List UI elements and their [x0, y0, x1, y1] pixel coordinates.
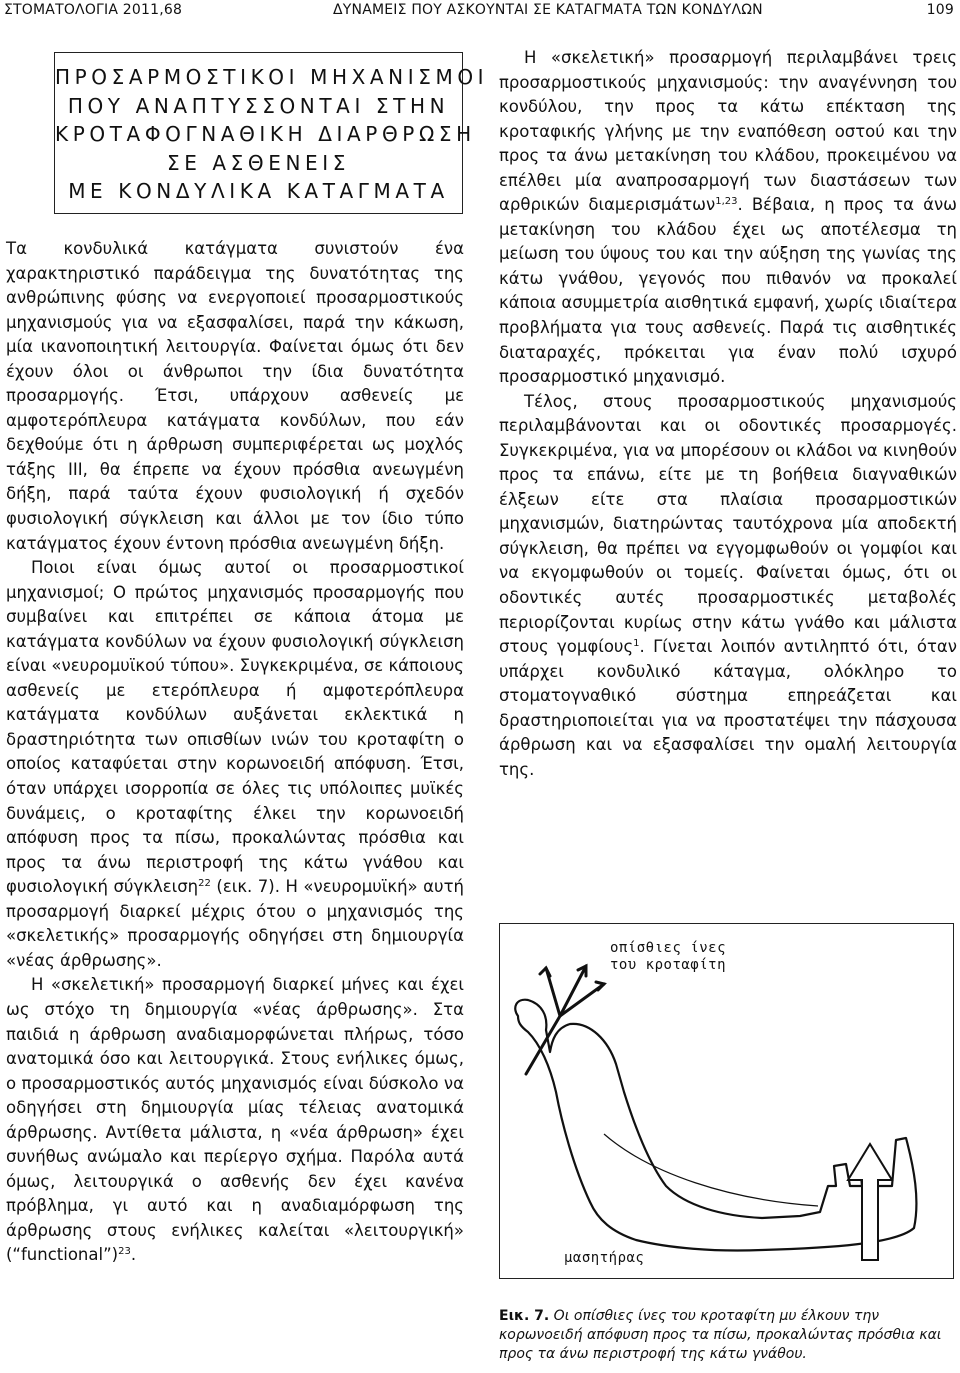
- masseter-pull-arrow: [848, 1144, 892, 1260]
- journal-name: ΣΤΟΜΑΤΟΛΟΓΙΑ 2011,68: [4, 2, 183, 18]
- figure-label-temporal: οπίσθιες ίνες του κροταφίτη: [609, 940, 727, 973]
- paragraph-text: (εικ. 7). Η «νευρομυϊκή» αυτή προσαρμογή διαρκεί μέχρις ότου ο μηχανισμός της «σκελετικής» προσαρμογής οδηγήσει στη δημιουργία «νέας άρθρωσης».: [6, 877, 464, 970]
- citation: 1: [633, 638, 640, 650]
- section-title: ΔΥΝΑΜΕΙΣ ΠΟΥ ΑΣΚΟΥΝΤΑΙ ΣΕ ΚΑΤΑΓΜΑΤΑ ΤΩΝ ΚΟΝΔΥΛΩΝ: [333, 2, 763, 18]
- paragraph-text: Η «σκελετική» προσαρμογή περιλαμβάνει τρεις προσαρμοστικούς μηχανισμούς: την αναγέννηση του κονδύλου, την προς τα κάτω επέκταση της κροταφικής γλήνης με την εναπόθεση οστού και την προς τα άνω μετακίνηση του κλάδου, προκειμένου να επέλθει μία αναπροσαρμογή των διαστάσεων των αρθρικών διαμερισμάτων: [499, 48, 957, 215]
- temporal-pull-arrow: [526, 966, 604, 1074]
- heading-line: ΠΡΟΣΑΡΜΟΣΤΙΚΟΙ ΜΗΧΑΝΙΣΜΟΙ: [55, 65, 489, 89]
- figure-caption: [499, 1307, 957, 1364]
- citation: 22: [198, 878, 211, 890]
- paragraph: [6, 973, 464, 1268]
- left-text-column: [6, 237, 464, 1268]
- paragraph-text: . Γίνεται λοιπόν αντιληπτό ότι, όταν υπάρχει κονδυλικό κάταγμα, ολόκληρο το στοματογναθικό σύστημα επηρεάζεται και δραστηριοποιείται για να προστατέψει την πάσχουσα άρθρωση και να εξασφαλίσει την ομαλή λειτουργία της.: [499, 637, 957, 779]
- paragraph-text: Ποιοι είναι όμως αυτοί οι προσαρμοστικοί μηχανισμοί; Ο πρώτος μηχανισμός προσαρμογής που συμβαίνει και επιτρέπει σε κάποια άτομα με κατάγματα κονδύλων να έχουν φυσιολογική σύγκλειση είναι «νευρομυϊκού τύπου». Συγκεκριμένα, σε κάποιους ασθενείς με ετερόπλευρα ή αμφοτερόπλευρα κατάγματα κονδύλων αυξάνεται εκλεκτικά η δραστηριότητα των οπισθίων ινών του κροταφίτη ο οποίος καταφύεται στην κορωνοειδή απόφυση. Έτσι, όταν υπάρχει ισορροπία σε όλες τις υπόλοιπες μυϊκές δυνάμεις, ο κροταφίτης έλκει την κορωνοειδή απόφυση προς τα πίσω, προκαλώντας πρόσθια και προς τα άνω περιστροφή της κάτω γνάθου και φυσιολογική σύγκλειση: [6, 558, 464, 897]
- heading-line: ΠΟΥ ΑΝΑΠΤΥΣΣΟΝΤΑΙ ΣΤΗΝ: [67, 93, 450, 118]
- mandible-diagram: [500, 924, 954, 1279]
- caption-text: Οι οπίσθιες ίνες του κροταφίτη μυ έλκουν την κορωνοειδή απόφυση προς τα πίσω, προκαλώντας πρόσθια και προς τα άνω περιστροφή της κάτω γνάθου.: [499, 1308, 942, 1362]
- running-header: [0, 0, 960, 22]
- paragraph: [6, 237, 464, 556]
- paragraph-text: Τέλος, στους προσαρμοστικούς μηχανισμούς περιλαμβάνονται και οι οδοντικές προσαρμογές. Συγκεκριμένα, για να μπορέσουν οι κλάδοι να κινηθούν προς τα επάνω, είτε με τη βοήθεια διαγναθικών έλξεων είτε στα πλαίσια προσαρμοστικών μηχανισμών, διατηρώντας ταυτόχρονα μία αποδεκτή σύγκλειση, θα πρέπει να εγγομφωθούν οι γομφίοι και να εκγομφωθούν οι τομείς. Φαίνεται όμως, ότι οι οδοντικές αυτές προσαρμοστικές μεταβολές περιορίζονται κυρίως στην κάτω γνάθο και μάλιστα στους γομφίους: [499, 391, 957, 657]
- citation: 1,23: [715, 196, 738, 208]
- paragraph: [499, 390, 957, 783]
- paragraph-text: Τα κονδυλικά κατάγματα συνιστούν ένα χαρακτηριστικό παράδειγμα της δυνατότητας της ανθρώπινης φύσης να ενεργοποιεί προσαρμοστικούς μηχανισμούς για να εξασφαλίσει, παρά την κάκωση, μία ικανοποιητική λειτουργία. Φαίνεται όμως ότι δεν έχουν όλοι οι άνθρωποι την ίδια δυνατότητα προσαρμογής. Έτσι, υπάρχουν ασθενείς με αμφοτερόπλευρα κατάγματα κονδύλων, που εάν δεχθούμε ότι η άρθρωση συμπεριφέρεται ως μοχλός τάξης ΙΙΙ, θα έπρεπε να έχουν πρόσθια ανεωγμένη δήξη, παρά ταύτα έχουν φυσιολογική ή σχεδόν φυσιολογική σύγκλειση και άλλοι με τον ίδιο τύπο κατάγματος έχουν έντονη πρόσθια ανεωγμένη δήξη.: [6, 239, 464, 553]
- page-number: 109: [926, 2, 954, 18]
- section-heading-box: [54, 52, 489, 214]
- paragraph-text: . Βέβαια, η προς τα άνω μετακίνηση του κλάδου έχει ως αποτέλεσμα τη μείωση του ύψους του και την αύξηση της γωνίας της κάτω γνάθου, γεγονός που πιθανόν να προκαλεί κάποια ασυμμετρία αισθητικά εμφανή, χωρίς ιδιαίτερα προβλήματα για τους ασθενείς. Παρά τις αισθητικές διαταραχές, πρόκειται για έναν πολύ ισχυρό προσαρμοστικό μηχανισμό.: [499, 195, 957, 387]
- mandible-outline: [515, 1000, 916, 1251]
- right-text-column: [499, 46, 957, 782]
- mandible-inner-line: [604, 1134, 818, 1206]
- figure-mandible: [499, 923, 954, 1279]
- caption-number: Εικ. 7.: [499, 1308, 550, 1324]
- heading-line: ΚΡΟΤΑΦΟΓΝΑΘΙΚΗ ΔΙΑΡΘΡΩΣΗ: [55, 122, 476, 146]
- paragraph-text: .: [130, 1245, 137, 1265]
- paragraph: [499, 46, 957, 390]
- paragraph: [6, 556, 464, 973]
- figure-label-masseter: μασητήρας: [564, 1250, 645, 1266]
- heading-line: ΣΕ ΑΣΘΕΝΕΙΣ: [166, 150, 351, 175]
- citation: 23: [118, 1246, 131, 1258]
- paragraph-text: Η «σκελετική» προσαρμογή διαρκεί μήνες και έχει ως στόχο τη δημιουργία «νέας άρθρωσης». Στα παιδιά η άρθρωση αναδιαμορφώνεται πλήρως, τόσο ανατομικά όσο και λειτουργικά. Στους ενήλικες όμως, ο προσαρμοστικός αυτός μηχανισμός είναι δύσκολο να οδηγήσει στη δημιουργία μίας τέλειας ανατομικά άρθρωσης. Αντίθετα μάλιστα, η «νέα άρθρωση» έχει συνήθως ανώμαλο και περίεργο σχήμα. Παρόλα αυτά όμως, λειτουργικά ο ασθενής δεν έχει κανένα πρόβλημα, γι αυτό και η αναδιαμόρφωση της άρθρωσης στους ενήλικες καλείται «λειτουργική» (“functional”): [6, 975, 464, 1265]
- heading-line: ΜΕ ΚΟΝΔΥΛΙΚΑ ΚΑΤΑΓΜΑΤΑ: [68, 179, 449, 203]
